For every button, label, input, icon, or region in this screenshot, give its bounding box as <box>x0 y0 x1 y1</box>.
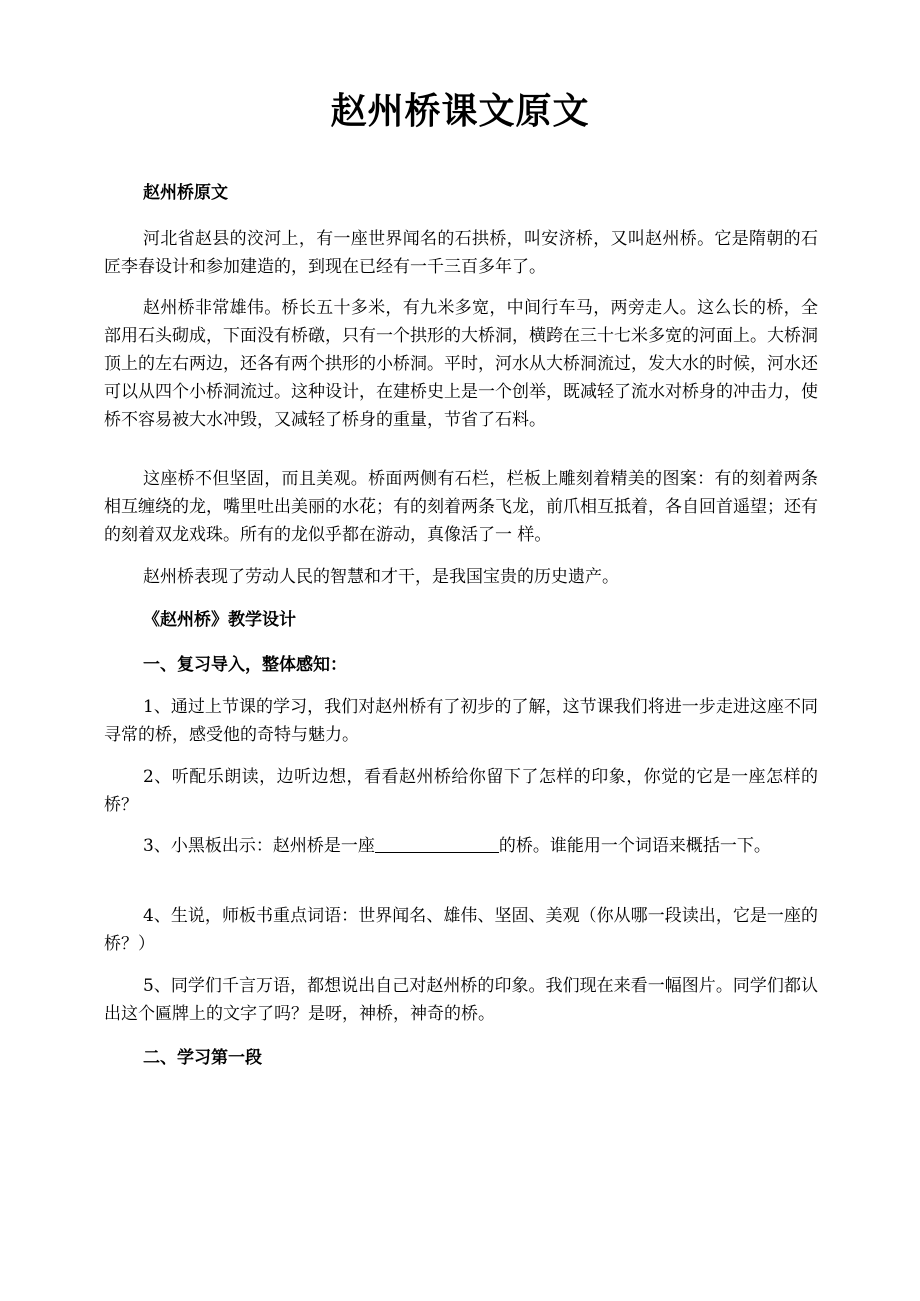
step-3-after: 的桥。谁能用一个词语来概括一下。 <box>498 836 771 856</box>
paragraph-3: 这座桥不但坚固，而且美观。桥面两侧有石栏，栏板上雕刻着精美的图案：有的刻着两条相互缠绕的龙，嘴里吐出美丽的水花；有的刻着两条飞龙，前爪相互抵着，各自回首遥望；还有的刻着双龙戏珠。所有的龙似乎都在游动，真像活了一 样。 <box>104 469 818 545</box>
step-3-before: 3、小黑板出示：赵州桥是一座 <box>143 836 375 856</box>
part1-heading: 一、复习导入，整体感知： <box>143 655 347 675</box>
paragraph-2: 赵州桥非常雄伟。桥长五十多米，有九米多宽，中间行车马，两旁走人。这么长的桥，全部用石头砌成，下面没有桥礅，只有一个拱形的大桥洞，横跨在三十七米多宽的河面上。大桥洞顶上的左右两边，还各有两个拱形的小桥洞。平时，河水从大桥洞流过，发大水的时候，河水还可以从四个小桥洞流过。这种设计，在建桥史上是一个创举，既减轻了流水对桥身的冲击力，使桥不容易被大水冲毁，又减轻了桥身的重量，节省了石料。 <box>104 298 818 430</box>
fill-in-blank <box>375 835 499 853</box>
section-heading-original: 赵州桥原文 <box>143 183 228 203</box>
teaching-design-heading: 《赵州桥》教学设计 <box>143 610 296 630</box>
step-4: 4、生说，师板书重点词语：世界闻名、雄伟、坚固、美观（你从哪一段读出，它是一座的桥？） <box>104 906 818 954</box>
step-1: 1、通过上节课的学习，我们对赵州桥有了初步的了解，这节课我们将进一步走进这座不同寻常的桥，感受他的奇特与魅力。 <box>104 697 818 745</box>
paragraph-1: 河北省赵县的洨河上，有一座世界闻名的石拱桥，叫安济桥，又叫赵州桥。它是隋朝的石匠李春设计和参加建造的，到现在已经有一千三百多年了。 <box>104 229 818 277</box>
paragraph-4: 赵州桥表现了劳动人民的智慧和才干，是我国宝贵的历史遗产。 <box>143 567 619 587</box>
step-2: 2、听配乐朗读，边听边想，看看赵州桥给你留下了怎样的印象，你觉的它是一座怎样的桥？ <box>104 767 818 815</box>
page-title: 赵州桥课文原文 <box>330 90 590 132</box>
part2-heading: 二、学习第一段 <box>143 1048 262 1068</box>
step-5: 5、同学们千言万语，都想说出自己对赵州桥的印象。我们现在来看一幅图片。同学们都认出这个匾牌上的文字了吗？是呀，神桥，神奇的桥。 <box>104 976 818 1024</box>
step-3 <box>104 832 818 860</box>
